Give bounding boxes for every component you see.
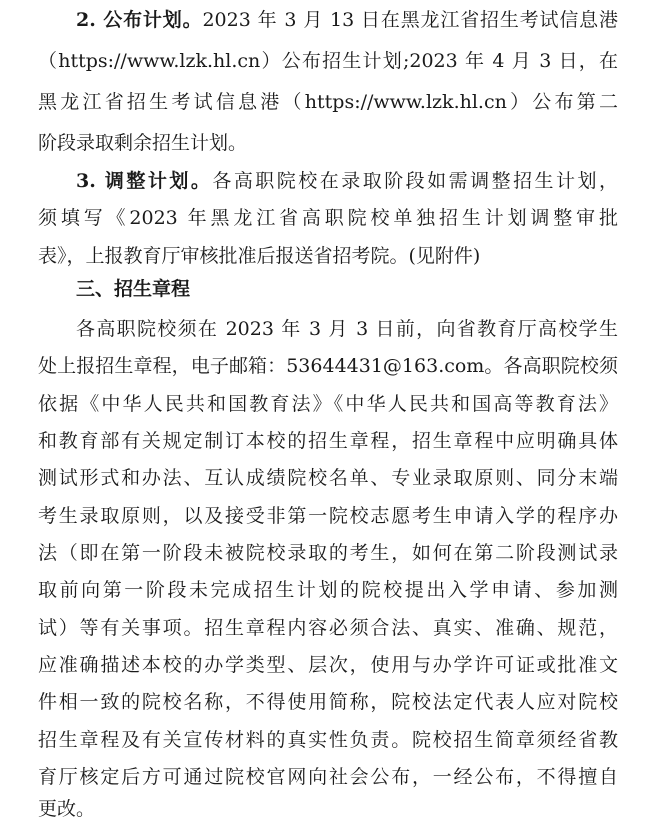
item3-line: 须填写《2023 年黑龙江省高职院校单独招生计划调整审批	[38, 207, 618, 229]
item3-label: 3. 调整计划。	[76, 170, 213, 192]
paragraph-line: 和教育部有关规定制订本校的招生章程，招生章程中应明确具体	[38, 430, 618, 452]
paragraph-line: 法（即在第一阶段未被院校录取的考生，如何在第二阶段测试录	[38, 542, 618, 564]
paragraph-line: 依据《中华人民共和国教育法》《中华人民共和国高等教育法》	[38, 393, 618, 415]
paragraph-line: 考生录取原则，以及接受非第一院校志愿考生申请入学的程序办	[38, 505, 618, 527]
item2-line: 阶段录取剩余招生计划。	[38, 132, 248, 154]
paragraph-line: 各高职院校须在 2023 年 3 月 3 日前，向省教育厅高校学生	[76, 318, 618, 340]
paragraph-line: 取前向第一阶段未完成招生计划的院校提出入学申请、参加测	[38, 579, 618, 601]
paragraph-line: 处上报招生章程，电子邮箱：53644431@163.com。各高职院校须	[38, 355, 618, 377]
item2-label: 2. 公布计划。	[76, 9, 203, 31]
paragraph-line: 育厅核定后方可通过院校官网向社会公布，一经公布，不得擅自	[38, 766, 618, 788]
item2-line: （https://www.lzk.hl.cn）公布招生计划;2023 年 4 月 3 日，在	[38, 50, 618, 72]
paragraph-line: 更改。	[38, 798, 96, 820]
paragraph-line: 应准确描述本校的办学类型、层次，使用与办学许可证或批准文	[38, 654, 618, 676]
item3-first-line	[76, 164, 618, 198]
paragraph-line: 件相一致的院校名称，不得使用简称，院校法定代表人应对院校	[38, 691, 618, 713]
paragraph-line: 试）等有关事项。招生章程内容必须合法、真实、准确、规范，	[38, 617, 618, 639]
item2-line: 黑龙江省招生考试信息港（https://www.lzk.hl.cn）公布第二	[38, 91, 618, 113]
paragraph-line: 测试形式和办法、互认成绩院校名单、专业录取原则、同分末端	[38, 467, 618, 489]
section-heading: 三、招生章程	[76, 278, 191, 300]
item2-first-line	[76, 3, 618, 37]
item2-text: 2023 年 3 月 13 日在黑龙江省招生考试信息港	[202, 9, 619, 31]
paragraph-line: 招生章程及有关宣传材料的真实性负责。院校招生简章须经省教	[38, 729, 618, 751]
item3-line: 表》，上报教育厅审核批准后报送省招考院。(见附件)	[38, 245, 481, 267]
item3-text: 各高职院校在录取阶段如需调整招生计划，	[212, 170, 618, 192]
